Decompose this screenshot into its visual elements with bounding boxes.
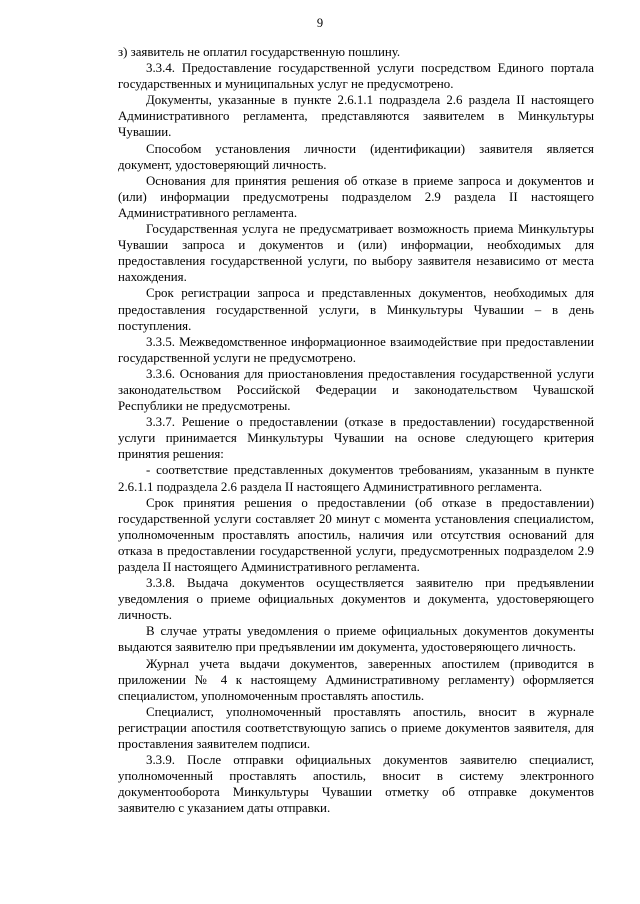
paragraph-3-3-5: 3.3.5. Межведомственное информационное взаимодействие при предоставлении государственной услуги не предусмотрено.: [118, 334, 594, 365]
paragraph-no-extraterritorial: Государственная услуга не предусматривает возможность приема Минкультуры Чувашии запроса и документов и (или) информации, необходимых для предоставления государственной услуги, по выбору заявителя независимо от места нахождения.: [118, 222, 594, 285]
paragraph-documents-submission: Документы, указанные в пункте 2.6.1.1 подраздела 2.6 раздела II настоящего Административного регламента, представляются заявителем в Минкультуры Чувашии.: [118, 93, 594, 140]
paragraph-3-3-3-z: з) заявитель не оплатил государственную пошлину.: [118, 45, 401, 59]
paragraph-registration-term: Срок регистрации запроса и представленных документов, необходимых для предоставления государственной услуги, в Минкультуры Чувашии – в день поступления.: [118, 286, 594, 333]
document-body: [118, 44, 594, 817]
paragraph-3-3-4: 3.3.4. Предоставление государственной услуги посредством Единого портала государственных и муниципальных услуг не предусмотрено.: [118, 61, 594, 92]
paragraph-decision-term: Срок принятия решения о предоставлении (об отказе в предоставлении) государственной услуги составляет 20 минут с момента установления специалистом, уполномоченным проставлять апостиль, наличия или отсутствия оснований для отказа в предоставлении государственной услуги, предусмотренных подразделом 2.9 раздела II настоящего Административного регламента.: [118, 495, 594, 574]
paragraph-lost-notice: В случае утраты уведомления о приеме официальных документов документы выдаются заявителю при предъявлении им документа, удостоверяющего личность.: [118, 624, 594, 655]
page-number: 9: [316, 16, 324, 30]
paragraph-refusal-grounds: Основания для принятия решения об отказе в приеме запроса и документов и (или) информации предусмотрены подразделом 2.9 раздела II настоящего Административного регламента.: [118, 173, 594, 220]
paragraph-3-3-9: 3.3.9. После отправки официальных документов заявителю специалист, уполномоченный проставлять апостиль, вносит в систему электронного документооборота Минкультуры Чувашии отметку об отправке документов заявителю с указанием даты отправки.: [118, 753, 594, 816]
paragraph-3-3-7: 3.3.7. Решение о предоставлении (отказе в предоставлении) государственной услуги принимается Минкультуры Чувашии на основе следующего критерия принятия решения:: [118, 415, 594, 462]
paragraph-decision-criterion: - соответствие представленных документов требованиям, указанным в пункте 2.6.1.1 подраздела 2.6 раздела II настоящего Административного регламента.: [118, 463, 594, 494]
paragraph-issuance-journal: Журнал учета выдачи документов, заверенных апостилем (приводится в приложении № 4 к настоящему Административному регламенту) оформляется специалистом, уполномоченным проставлять апостиль.: [118, 656, 594, 703]
paragraph-3-3-8: 3.3.8. Выдача документов осуществляется заявителю при предъявлении уведомления о приеме официальных документов и документа, удостоверяющего личность.: [118, 576, 594, 623]
paragraph-identity-method: Способом установления личности (идентификации) заявителя является документ, удостоверяющий личность.: [118, 141, 594, 172]
paragraph-journal-entry: Специалист, уполномоченный проставлять апостиль, вносит в журнале регистрации апостиля соответствующую запись о приеме документов заявителя, для проставления заявителем подписи.: [118, 704, 594, 752]
paragraph-3-3-6: 3.3.6. Основания для приостановления предоставления государственной услуги законодательством Российской Федерации и законодательством Чувашской Республики не предусмотрены.: [118, 366, 594, 414]
